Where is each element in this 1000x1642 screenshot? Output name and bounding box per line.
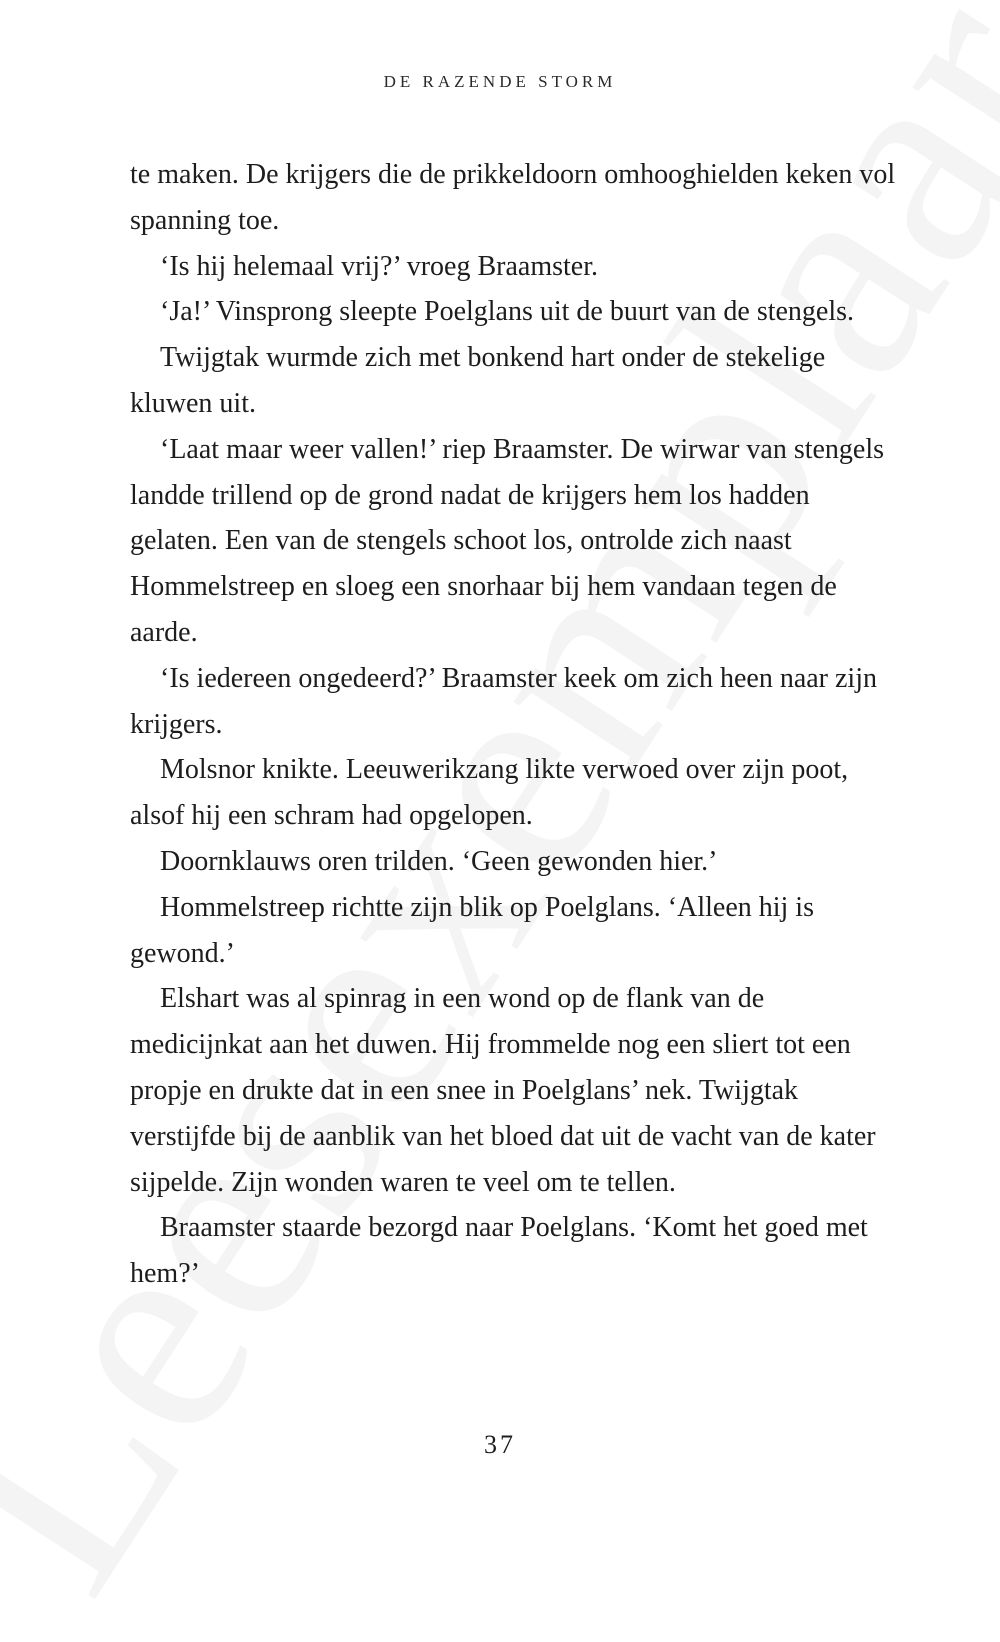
paragraph: Molsnor knikte. Leeuwerikzang likte verwoed over zijn poot, alsof hij een schram had opgelopen. (130, 754, 849, 832)
paragraph: ‘Laat maar weer vallen!’ riep Braamster. De wirwar van stengels landde trillend op de grond nadat de krijgers hem los hadden gelaten. Een van de stengels schoot los, ontrolde zich naast Hommelstreep en sloeg een snorhaar bij hem vandaan tegen de aarde. (130, 433, 885, 648)
paragraph: te maken. De krijgers die de prikkeldoorn omhooghielden keken vol spanning toe. (130, 159, 896, 236)
paragraph: Doornklauws oren trilden. ‘Geen gewonden hier.’ (160, 845, 718, 877)
paragraph: Hommelstreep richtte zijn blik op Poelglans. ‘Alleen hij is gewond.’ (130, 891, 814, 969)
paragraph: Braamster staarde bezorgd naar Poelglans. ‘Komt het goed met hem?’ (130, 1212, 868, 1290)
body-text (130, 152, 900, 1297)
page-number: 37 (484, 1430, 516, 1459)
paragraph: ‘Is iedereen ongedeerd?’ Braamster keek om zich heen naar zijn krijgers. (130, 662, 877, 740)
running-header: DE RAZENDE STORM (383, 72, 617, 91)
paragraph: Twijgtak wurmde zich met bonkend hart onder de stekelige kluwen uit. (130, 342, 826, 419)
paragraph: ‘Ja!’ Vinsprong sleepte Poelglans uit de buurt van de stengels. (160, 296, 855, 328)
paragraph: Elshart was al spinrag in een wond op de flank van de medicijnkat aan het duwen. Hij frommelde nog een sliert tot een propje en drukte dat in een snee in Poelglans’ nek. Twijgtak verstijfde bij de aanblik van het bloed dat uit de vacht van de kater sijpelde. Zijn wonden waren te veel om te tellen. (130, 983, 876, 1198)
paragraph: ‘Is hij helemaal vrij?’ vroeg Braamster. (160, 250, 598, 282)
